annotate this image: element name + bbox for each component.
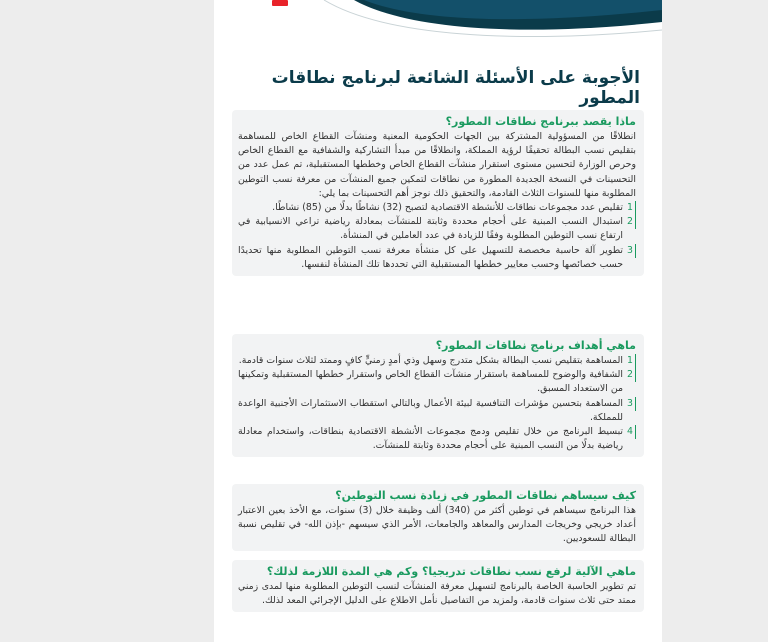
list-number: 2: [627, 215, 636, 229]
list-item: [238, 397, 636, 425]
document-page: [214, 0, 662, 642]
list-item: [238, 201, 636, 215]
faq-answer: انطلاقًا من المسؤولية المشتركة بين الجهات الحكومية المعنية ومنشآت القطاع الخاص للمساهمة بتقليص نسب البطالة تحقيقًا لرؤية المملكة، وانطلاقًا من مبدأ التشاركية والشفافية مع القطاع الخاص وحرص الوزارة لتحسين مستوى استقرار منشآت القطاع الخاص وخططها المستقبلية، تم عمل عدد من التحسينات في النسخة الجديدة المطورة من نطاقات لتمكين جميع المنشآت من معرفة نسب التوطين المطلوبة منها للسنوات الثلاث القادمة، والتحقيق ذلك نوجز أهم التحسينات بما يلي:: [238, 131, 636, 199]
faq-item: [232, 334, 644, 457]
list-item: [238, 215, 636, 243]
page-title: الأجوبة على الأسئلة الشائعة لبرنامج نطاقات المطور: [271, 68, 640, 108]
list-number: 1: [627, 201, 636, 215]
header-wave-decoration: [214, 0, 662, 60]
list-item: [238, 244, 636, 272]
list-item: [238, 368, 636, 396]
list-item-text: الشفافية والوضوح للمساهمة باستقرار منشآت القطاع الخاص واستقرار خططها المستقبلية وتمكينها من الاستعداد المسبق.: [238, 369, 624, 395]
list-item-text: تبسيط البرنامج من خلال تقليص ودمج مجموعات الأنشطة الاقتصادية بنطاقات، واستخدام معادلة رياضية بدلًا من النسب المبنية على أحجام محددة وثابتة للمنشآت.: [238, 426, 624, 452]
logo-mark: [272, 0, 288, 6]
faq-answer: تم تطوير الحاسبة الخاصة بالبرنامج لتسهيل معرفة المنشآت لنسب التوطين المطلوبة منها لمدى زمني ممتد حتى ثلاث سنوات قادمة، ولمزيد من التفاصيل نأمل الاطلاع على الدليل الإجرائي المعد لذلك.: [238, 581, 636, 607]
faq-item: [232, 560, 644, 612]
faq-question: ماهي الآلية لرفع نسب نطاقات تدريجيا؟ وكم هي المدة اللازمة لذلك؟: [266, 565, 636, 578]
list-item-text: تقليص عدد مجموعات نطاقات للأنشطة الاقتصادية لتصبح (32) نشاطًا بدلًا من (85) نشاطًا.: [272, 202, 624, 214]
list-item: [238, 354, 636, 368]
faq-answer: هذا البرنامج سيساهم في توطين أكثر من (340) ألف وظيفة خلال (3) سنوات، مع الأخذ بعين الاعتبار أعداد خريجي وخريجات المدارس والمعاهد والجامعات، الأمر الذي سيسهم -بإذن الله- في تقليص نسبة البطالة للسعوديين.: [238, 505, 636, 545]
faq-question: كيف سيساهم نطاقات المطور في زيادة نسب التوطين؟: [335, 489, 636, 502]
list-number: 2: [627, 368, 636, 382]
faq-item: [232, 484, 644, 551]
list-item-text: تطوير آلة حاسبة مخصصة للتسهيل على كل منشأة معرفة نسب التوطين المطلوبة منها تحديدًا حسب خصائصها وحسب معايير خططها المستقبلية التي تحددها تلك المنشأة لنفسها.: [238, 244, 624, 270]
faq-question: ماهي أهداف برنامج نطاقات المطور؟: [435, 339, 636, 352]
faq-item: [232, 110, 644, 276]
list-item-text: استبدال النسب المبنية على أحجام محددة وثابتة للمنشآت بمعادلة رياضية تراعي الانسيابية في ارتفاع نسب التوطين المطلوبة وفقًا للزيادة في عدد العاملين في المنشأة.: [238, 216, 624, 242]
list-number: 4: [627, 425, 636, 439]
list-item: [238, 425, 636, 453]
faq-question: ماذا يقصد ببرنامج نطاقات المطور؟: [445, 115, 636, 128]
list-number: 1: [627, 354, 636, 368]
list-number: 3: [627, 397, 636, 411]
list-item-text: المساهمة بتقليص نسب البطالة بشكل متدرج وسهل وذي أمدٍ زمنيٍّ كافٍ وممتد لثلاث سنوات قادمة.: [238, 355, 624, 366]
list-item-text: المساهمة بتحسين مؤشرات التنافسية لبيئة الأعمال وبالتالي استقطاب الاستثمارات الأجنبية الواعدة للمملكة.: [238, 397, 624, 423]
list-number: 3: [627, 244, 636, 258]
